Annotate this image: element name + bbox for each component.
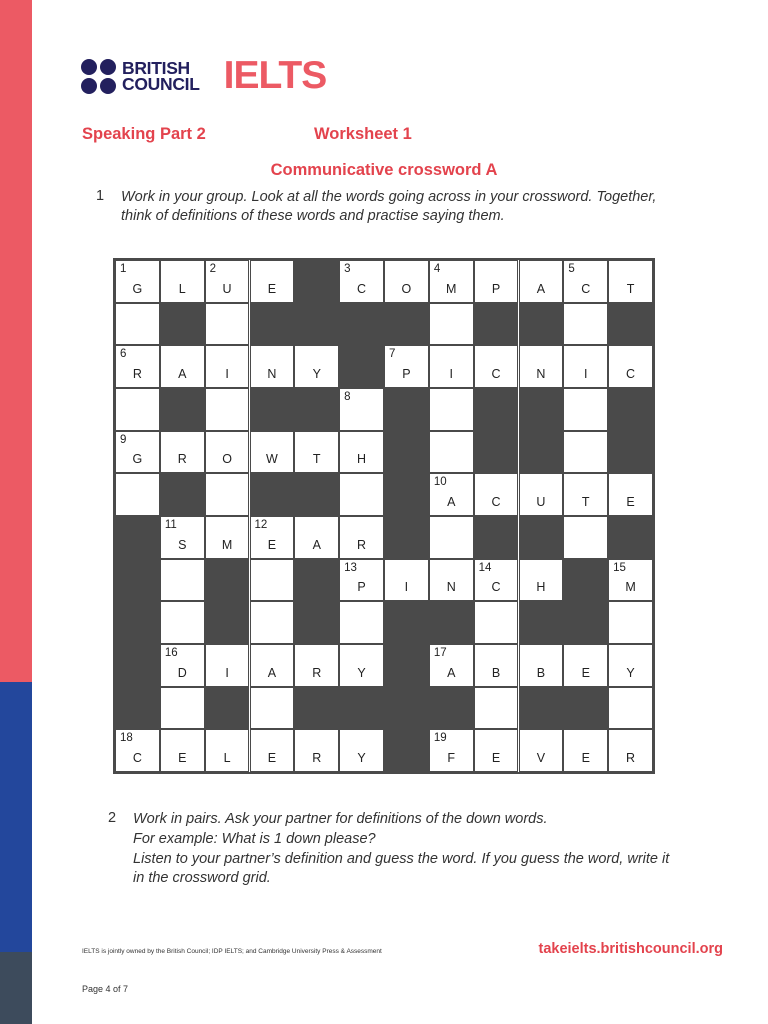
crossword-cell: [160, 559, 205, 602]
crossword-cell: [429, 388, 474, 431]
crossword-cell: [608, 729, 653, 772]
crossword-black-cell: [384, 644, 429, 687]
crossword-cell: [384, 345, 429, 388]
crossword-cell: [250, 559, 295, 602]
crossword-cell: [519, 644, 564, 687]
cell-letter: A: [178, 366, 187, 381]
page-title: [0, 161, 768, 180]
crossword-cell: [115, 388, 160, 431]
crossword-cell: [608, 473, 653, 516]
crossword-cell: [474, 345, 519, 388]
crossword-black-cell: [384, 516, 429, 559]
crossword-black-cell: [115, 559, 160, 602]
clue-number: 7: [389, 348, 396, 361]
page-number: Page 4 of 7: [82, 984, 129, 994]
crossword-cell: [250, 516, 295, 559]
cell-letter: M: [625, 580, 636, 595]
side-band-red: [0, 0, 32, 682]
clue-number: 17: [433, 647, 447, 659]
side-band-slate: [0, 952, 32, 1024]
crossword-cell: [205, 303, 250, 346]
crossword-cell: [250, 687, 295, 730]
cell-letter: H: [536, 580, 546, 595]
cell-letter: Y: [626, 665, 635, 680]
crossword-cell: [294, 345, 339, 388]
crossword-cell: [563, 260, 608, 303]
clue-number: 19: [433, 732, 447, 745]
cell-letter: R: [177, 452, 187, 467]
crossword-cell: [608, 559, 653, 602]
cell-letter: F: [447, 750, 456, 765]
cell-letter: I: [449, 366, 453, 381]
cell-letter: E: [267, 750, 277, 765]
crossword-cell: [339, 729, 384, 772]
crossword-black-cell: [429, 687, 474, 730]
crossword-black-cell: [474, 431, 519, 474]
crossword-cell: [250, 729, 295, 772]
cell-letter: W: [266, 452, 278, 467]
crossword-cell: [429, 431, 474, 474]
clue-number: 2: [209, 263, 217, 275]
cell-letter: P: [357, 580, 366, 595]
crossword-black-cell: [563, 687, 608, 730]
crossword-cell: [429, 345, 474, 388]
crossword-black-cell: [429, 601, 474, 644]
clue-number: 9: [120, 433, 127, 446]
cell-letter: Y: [357, 750, 366, 765]
side-band-blue: [0, 682, 32, 952]
crossword-black-cell: [115, 687, 160, 730]
cell-letter: N: [267, 366, 277, 381]
crossword-cell: [474, 729, 519, 772]
british-council-dots-icon: [81, 59, 116, 94]
crossword-cell: [429, 729, 474, 772]
instruction-2-line2: For example: What is 1 down please?: [133, 831, 376, 847]
crossword-cell: [519, 729, 564, 772]
crossword-cell: [474, 644, 519, 687]
crossword-cell: [205, 644, 250, 687]
clue-number: 13: [344, 561, 357, 574]
crossword-cell: [250, 644, 295, 687]
crossword-black-cell: [384, 473, 429, 516]
crossword-black-cell: [474, 516, 519, 559]
crossword-cell: [205, 260, 250, 303]
instruction-1-line2: think of definitions of these words and practise saying them.: [121, 208, 505, 224]
crossword-black-cell: [115, 601, 160, 644]
clue-number: 18: [120, 732, 133, 745]
crossword-black-cell: [519, 687, 564, 730]
cell-letter: E: [178, 750, 187, 765]
clue-number: 11: [164, 519, 177, 531]
clue-number: 5: [568, 263, 575, 275]
crossword-cell: [339, 473, 384, 516]
crossword-cell: [384, 260, 429, 303]
crossword-black-cell: [608, 431, 653, 474]
instruction-2-number: 2: [108, 810, 117, 826]
crossword-black-cell: [563, 559, 608, 602]
clue-number: 3: [344, 263, 351, 275]
clue-number: 16: [164, 647, 178, 659]
crossword-cell: [519, 559, 564, 602]
crossword-black-cell: [384, 431, 429, 474]
cell-letter: E: [267, 537, 277, 552]
crossword-cell: [339, 388, 384, 431]
cell-letter: M: [446, 281, 457, 296]
crossword-cell: [474, 473, 519, 516]
crossword-cell: [160, 687, 205, 730]
cell-letter: C: [491, 366, 501, 381]
cell-letter: E: [491, 750, 501, 765]
crossword-cell: [563, 516, 608, 559]
crossword-cell: [474, 260, 519, 303]
cell-letter: I: [404, 580, 409, 595]
crossword-cell: [294, 644, 339, 687]
crossword-cell: [205, 388, 250, 431]
crossword-cell: [429, 644, 474, 687]
crossword-black-cell: [384, 729, 429, 772]
crossword-black-cell: [339, 345, 384, 388]
crossword-cell: [160, 260, 205, 303]
crossword-cell: [205, 473, 250, 516]
crossword-cell: [519, 345, 564, 388]
crossword-grid: [113, 258, 655, 774]
cell-letter: V: [536, 750, 546, 765]
crossword-black-cell: [519, 431, 564, 474]
crossword-cell: [250, 601, 295, 644]
crossword-cell: [339, 260, 384, 303]
clue-number: 8: [344, 391, 351, 403]
crossword-black-cell: [160, 388, 205, 431]
cell-letter: A: [536, 281, 546, 296]
crossword-black-cell: [294, 260, 339, 303]
crossword-cell: [115, 345, 160, 388]
crossword-black-cell: [519, 388, 564, 431]
cell-letter: P: [402, 366, 411, 381]
cell-letter: C: [491, 494, 501, 509]
crossword-cell: [563, 431, 608, 474]
crossword-cell: [205, 431, 250, 474]
crossword-cell: [250, 431, 295, 474]
crossword-black-cell: [115, 644, 160, 687]
crossword-cell: [608, 644, 653, 687]
crossword-black-cell: [115, 516, 160, 559]
crossword-black-cell: [160, 303, 205, 346]
website-link[interactable]: takeielts.britishcouncil.org: [538, 941, 723, 957]
crossword-black-cell: [294, 601, 339, 644]
crossword-cell: [205, 729, 250, 772]
brand-logo: [81, 54, 327, 97]
clue-number: 12: [254, 519, 268, 531]
cell-letter: R: [132, 366, 142, 381]
cell-letter: M: [221, 537, 233, 552]
crossword-black-cell: [519, 303, 564, 346]
cell-letter: A: [267, 665, 277, 680]
crossword-black-cell: [519, 601, 564, 644]
crossword-cell: [339, 644, 384, 687]
crossword-cell: [250, 345, 295, 388]
cell-letter: R: [626, 750, 636, 765]
crossword-cell: [519, 260, 564, 303]
clue-number: 10: [433, 476, 447, 489]
crossword-cell: [429, 559, 474, 602]
cell-letter: P: [491, 281, 501, 296]
cell-letter: U: [222, 281, 232, 296]
cell-letter: O: [222, 452, 232, 467]
crossword-cell: [519, 473, 564, 516]
cell-letter: L: [223, 750, 231, 765]
crossword-black-cell: [474, 388, 519, 431]
cell-letter: A: [447, 665, 456, 680]
crossword-black-cell: [339, 687, 384, 730]
crossword-black-cell: [294, 388, 339, 431]
crossword-black-cell: [294, 303, 339, 346]
crossword-cell: [608, 345, 653, 388]
crossword-title: Communicative crossword A: [270, 161, 498, 179]
crossword-cell: [160, 516, 205, 559]
crossword-black-cell: [205, 601, 250, 644]
crossword-cell: [115, 260, 160, 303]
crossword-cell: [205, 345, 250, 388]
worksheet-heading: Worksheet 1: [314, 125, 412, 143]
crossword-black-cell: [563, 601, 608, 644]
crossword-cell: [115, 729, 160, 772]
cell-letter: U: [536, 494, 546, 509]
crossword-cell: [429, 516, 474, 559]
crossword-cell: [250, 260, 295, 303]
crossword-black-cell: [608, 388, 653, 431]
cell-letter: I: [225, 366, 229, 381]
crossword-cell: [474, 601, 519, 644]
part-heading: Speaking Part 2: [82, 125, 206, 143]
crossword-cell: [339, 601, 384, 644]
cell-letter: Y: [357, 665, 366, 680]
cell-letter: C: [132, 750, 142, 765]
crossword-cell: [115, 431, 160, 474]
crossword-cell: [474, 559, 519, 602]
cell-letter: B: [536, 665, 546, 680]
cell-letter: I: [225, 665, 229, 680]
crossword-black-cell: [250, 388, 295, 431]
cell-letter: E: [581, 665, 590, 680]
crossword-black-cell: [608, 303, 653, 346]
clue-number: 14: [478, 561, 492, 574]
clue-number: 1: [120, 263, 127, 275]
crossword-cell: [160, 345, 205, 388]
instruction-2-line3: Listen to your partner’s definition and guess the word. If you guess the word, write it: [133, 851, 670, 867]
crossword-cell: [339, 559, 384, 602]
crossword-cell: [563, 644, 608, 687]
crossword-cell: [608, 601, 653, 644]
crossword-cell: [429, 260, 474, 303]
council-line2: COUNCIL: [122, 74, 200, 94]
crossword-cell: [474, 687, 519, 730]
instruction-2-line1: Work in pairs. Ask your partner for definitions of the down words.: [133, 811, 548, 827]
crossword-black-cell: [250, 303, 295, 346]
cell-letter: C: [491, 580, 501, 595]
cell-letter: C: [357, 281, 367, 296]
heading-row: [82, 125, 412, 144]
cell-letter: R: [312, 665, 322, 680]
crossword-black-cell: [294, 687, 339, 730]
cell-letter: E: [626, 494, 635, 509]
crossword-cell: [160, 644, 205, 687]
council-line1: BRITISH: [122, 58, 190, 78]
cell-letter: C: [581, 281, 591, 296]
cell-letter: A: [312, 537, 321, 552]
crossword-cell: [563, 388, 608, 431]
crossword-cell: [160, 729, 205, 772]
cell-letter: N: [536, 366, 546, 381]
cell-letter: D: [177, 665, 187, 680]
crossword-black-cell: [205, 559, 250, 602]
cell-letter: T: [626, 281, 635, 296]
cell-letter: E: [267, 281, 277, 296]
crossword-black-cell: [294, 473, 339, 516]
crossword-black-cell: [474, 303, 519, 346]
ownership-note: IELTS is jointly owned by the British Council; IDP IELTS; and Cambridge University Press & Assessment: [82, 948, 382, 955]
crossword-cell: [429, 303, 474, 346]
crossword-black-cell: [384, 601, 429, 644]
crossword-cell: [384, 559, 429, 602]
cell-letter: T: [312, 452, 321, 467]
crossword-cell: [294, 431, 339, 474]
crossword-cell: [339, 431, 384, 474]
crossword-black-cell: [608, 516, 653, 559]
cell-letter: L: [178, 281, 186, 296]
crossword-black-cell: [339, 303, 384, 346]
crossword-cell: [115, 303, 160, 346]
crossword-black-cell: [384, 687, 429, 730]
instruction-1-number: 1: [96, 188, 105, 204]
cell-letter: G: [132, 452, 143, 467]
crossword-cell: [294, 729, 339, 772]
cell-letter: R: [312, 750, 322, 765]
cell-letter: S: [178, 537, 187, 552]
crossword-black-cell: [205, 687, 250, 730]
cell-letter: E: [581, 750, 590, 765]
crossword-cell: [294, 516, 339, 559]
cell-letter: A: [447, 494, 456, 509]
crossword-black-cell: [384, 388, 429, 431]
crossword-cell: [160, 431, 205, 474]
crossword-cell: [608, 687, 653, 730]
ielts-wordmark: IELTS: [223, 54, 327, 97]
instruction-2-line4: in the crossword grid.: [133, 870, 271, 886]
crossword-black-cell: [294, 559, 339, 602]
instruction-1-line1: Work in your group. Look at all the words going across in your crossword. Together,: [121, 189, 657, 205]
crossword-black-cell: [519, 516, 564, 559]
crossword-cell: [160, 601, 205, 644]
crossword-cell: [608, 260, 653, 303]
cell-letter: H: [357, 452, 367, 467]
clue-number: 15: [613, 561, 626, 574]
cell-letter: O: [401, 281, 412, 296]
british-council-wordmark: [122, 60, 200, 92]
crossword-cell: [115, 473, 160, 516]
cell-letter: N: [446, 580, 456, 595]
crossword-cell: [339, 516, 384, 559]
cell-letter: R: [357, 537, 367, 552]
clue-number: 6: [120, 348, 127, 361]
cell-letter: B: [491, 665, 501, 680]
crossword-cell: [563, 473, 608, 516]
crossword-black-cell: [160, 473, 205, 516]
crossword-cell: [563, 345, 608, 388]
cell-letter: T: [581, 494, 590, 509]
crossword-cell: [563, 729, 608, 772]
cell-letter: G: [132, 281, 143, 296]
crossword-black-cell: [384, 303, 429, 346]
cell-letter: C: [626, 366, 636, 381]
crossword-cell: [429, 473, 474, 516]
cell-letter: I: [584, 366, 588, 381]
crossword-cell: [563, 303, 608, 346]
crossword-cell: [205, 516, 250, 559]
cell-letter: Y: [312, 366, 321, 381]
crossword-black-cell: [250, 473, 295, 516]
clue-number: 4: [433, 263, 441, 275]
